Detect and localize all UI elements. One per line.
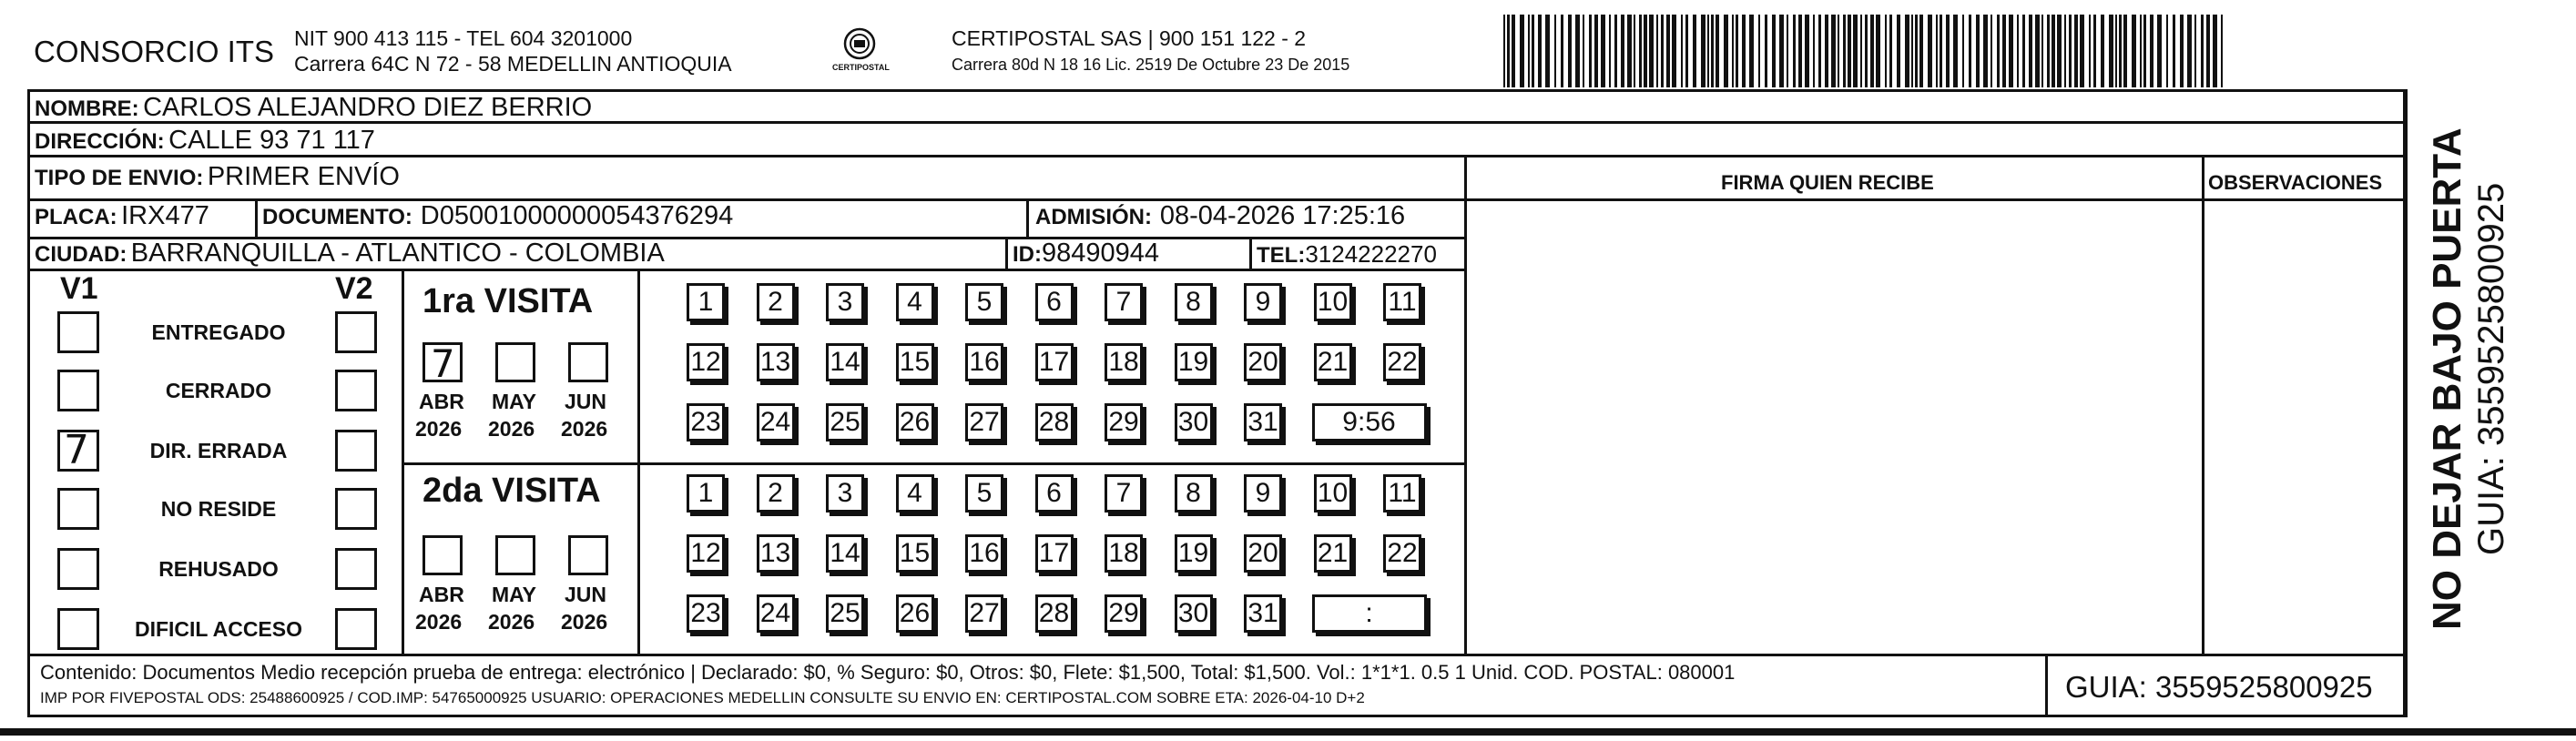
day-box[interactable]: 8: [1175, 474, 1213, 513]
day-box[interactable]: 24: [757, 594, 795, 633]
day-box[interactable]: 11: [1383, 283, 1421, 321]
year-label: 2026: [488, 417, 535, 441]
day-box[interactable]: 26: [896, 403, 934, 442]
day-box[interactable]: 2: [757, 474, 795, 513]
day-box[interactable]: 7: [1105, 474, 1143, 513]
time-box[interactable]: :: [1312, 594, 1427, 633]
status-label-item: DIFICIL ACCESO: [134, 617, 302, 641]
month-checkbox[interactable]: [568, 535, 608, 575]
day-box[interactable]: 6: [1035, 283, 1074, 321]
certipostal-company: CERTIPOSTAL SAS | 900 151 122 - 2: [952, 26, 1307, 50]
status-label-item: ENTREGADO: [151, 320, 286, 344]
month-checkbox[interactable]: [423, 341, 463, 386]
admision-label: ADMISIÓN:: [1035, 205, 1152, 229]
company-name: CONSORCIO ITS: [34, 35, 275, 68]
day-box[interactable]: 13: [757, 534, 795, 573]
month-label: MAY: [492, 583, 536, 606]
day-box[interactable]: 7: [1105, 283, 1143, 321]
side-guia: GUIA: 3559525800925: [2471, 182, 2511, 555]
documento-label: DOCUMENTO:: [262, 205, 412, 229]
day-box[interactable]: 13: [757, 343, 795, 381]
year-label: 2026: [488, 610, 535, 634]
v2-checkbox[interactable]: [335, 370, 377, 411]
day-box[interactable]: 26: [896, 594, 934, 633]
day-box[interactable]: 20: [1244, 343, 1282, 381]
day-box[interactable]: 27: [965, 594, 1003, 633]
status-label-item: CERRADO: [165, 379, 272, 402]
day-box[interactable]: 31: [1244, 403, 1282, 442]
no-dejar-bajo-puerta: NO DEJAR BAJO PUERTA: [2425, 127, 2469, 630]
placa-label: PLACA:: [35, 205, 117, 229]
v2-checkbox[interactable]: [335, 608, 377, 650]
nombre-label: NOMBRE:: [35, 96, 139, 121]
certipostal-logo: [814, 24, 905, 78]
v1-checkbox[interactable]: [57, 370, 99, 411]
v1-checkbox[interactable]: [57, 608, 99, 650]
tipo-value: PRIMER ENVÍO: [207, 162, 400, 191]
documento-value: D05001000000054376294: [420, 201, 734, 230]
v2-checkbox[interactable]: [335, 311, 377, 353]
day-box[interactable]: 10: [1314, 283, 1352, 321]
day-box[interactable]: 8: [1175, 283, 1213, 321]
direccion-value: CALLE 93 71 117: [168, 126, 375, 155]
day-box[interactable]: 28: [1035, 403, 1074, 442]
day-box[interactable]: 29: [1105, 594, 1143, 633]
day-box[interactable]: 1: [687, 283, 725, 321]
month-checkbox[interactable]: [495, 535, 535, 575]
day-box[interactable]: 18: [1105, 343, 1143, 381]
day-box[interactable]: 31: [1244, 594, 1282, 633]
visit1-title: 1ra VISITA: [423, 282, 594, 320]
ciudad-label: CIUDAD:: [35, 242, 127, 267]
day-box[interactable]: 9: [1244, 283, 1282, 321]
day-box[interactable]: 25: [826, 594, 864, 633]
day-box[interactable]: 5: [965, 474, 1003, 513]
day-box[interactable]: 11: [1383, 474, 1421, 513]
day-box[interactable]: 27: [965, 403, 1003, 442]
logo-text: CERTIPOSTAL: [832, 63, 890, 72]
day-box[interactable]: 22: [1383, 534, 1421, 573]
day-box[interactable]: 22: [1383, 343, 1421, 381]
id-value: 98490944: [1042, 239, 1160, 268]
day-box[interactable]: 3: [826, 283, 864, 321]
day-box[interactable]: 3: [826, 474, 864, 513]
day-box[interactable]: 24: [757, 403, 795, 442]
tipo-label: TIPO DE ENVIO:: [35, 166, 204, 190]
admision-value: 08-04-2026 17:25:16: [1159, 201, 1406, 230]
v2-checkbox[interactable]: [335, 548, 377, 590]
year-label: 2026: [415, 610, 463, 634]
handwritten-mark: 7: [431, 341, 455, 386]
ciudad-value: BARRANQUILLA - ATLANTICO - COLOMBIA: [130, 239, 665, 268]
firma-header: FIRMA QUIEN RECIBE: [1721, 171, 1934, 194]
v2-checkbox[interactable]: [335, 488, 377, 530]
year-label: 2026: [561, 610, 608, 634]
nombre-value: CARLOS ALEJANDRO DIEZ BERRIO: [143, 93, 593, 122]
month-label: JUN: [565, 390, 607, 413]
day-box[interactable]: 28: [1035, 594, 1074, 633]
footer-line1: Contenido: Documentos Medio recepción prueba de entrega: electrónico | Declarado: $0, % Seguro: $0, Otros: $0, Flete: $1,500, Total: $1,500. Vol.: 1*1*1. 0.5 1 Unid. COD. POSTAL: 080001: [40, 661, 1736, 684]
day-box[interactable]: 29: [1105, 403, 1143, 442]
day-box[interactable]: 18: [1105, 534, 1143, 573]
day-box[interactable]: 4: [896, 474, 934, 513]
visit2-title: 2da VISITA: [423, 472, 601, 510]
v1-checkbox[interactable]: [57, 548, 99, 590]
footer-guia: GUIA: 3559525800925: [2065, 670, 2373, 704]
day-box[interactable]: 30: [1175, 403, 1213, 442]
day-box[interactable]: 12: [687, 343, 725, 381]
month-checkbox[interactable]: [423, 535, 463, 575]
day-box[interactable]: 14: [826, 534, 864, 573]
v2-label: V2: [335, 271, 373, 306]
direccion-label: DIRECCIÓN:: [35, 129, 165, 154]
day-box[interactable]: 25: [826, 403, 864, 442]
bottom-thick-line: [0, 728, 2576, 736]
day-box[interactable]: 15: [896, 343, 934, 381]
day-box[interactable]: 17: [1035, 343, 1074, 381]
day-box[interactable]: 20: [1244, 534, 1282, 573]
year-label: 2026: [415, 417, 463, 441]
barcode: [1503, 15, 2227, 87]
month-label: JUN: [565, 583, 607, 606]
tel-label: TEL:: [1257, 243, 1306, 268]
day-box[interactable]: 30: [1175, 594, 1213, 633]
v1-checkbox[interactable]: [57, 488, 99, 530]
month-checkbox[interactable]: [568, 342, 608, 382]
certipostal-address: Carrera 80d N 18 16 Lic. 2519 De Octubre 23 De 2015: [952, 56, 1350, 74]
day-box[interactable]: 6: [1035, 474, 1074, 513]
day-box[interactable]: 17: [1035, 534, 1074, 573]
footer-line2: IMP POR FIVEPOSTAL ODS: 25488600925 / COD.IMP: 54765000925 USUARIO: OPERACIONES MEDELLIN CONSULTE SU ENVIO EN: CERTIPOSTAL.COM SOBRE ETA: 2026-04-10 D+2: [40, 689, 1365, 706]
day-box[interactable]: 21: [1314, 343, 1352, 381]
day-box[interactable]: 1: [687, 474, 725, 513]
month-label: MAY: [492, 390, 536, 413]
observaciones-header: OBSERVACIONES: [2208, 171, 2383, 194]
day-box[interactable]: 23: [687, 594, 725, 633]
day-box[interactable]: 16: [965, 343, 1003, 381]
v2-checkbox[interactable]: [335, 430, 377, 472]
id-label: ID:: [1013, 242, 1042, 267]
v1-label: V1: [60, 271, 98, 306]
month-label: ABR: [419, 390, 464, 413]
tel-value: 3124222270: [1305, 240, 1437, 268]
company-address: Carrera 64C N 72 - 58 MEDELLIN ANTIOQUIA: [294, 52, 732, 76]
placa-value: IRX477: [121, 201, 209, 230]
day-box[interactable]: 2: [757, 283, 795, 321]
day-box[interactable]: 5: [965, 283, 1003, 321]
day-box[interactable]: 12: [687, 534, 725, 573]
day-box[interactable]: 23: [687, 403, 725, 442]
status-label-item: REHUSADO: [158, 557, 279, 581]
day-box[interactable]: 15: [896, 534, 934, 573]
status-label-item: NO RESIDE: [160, 497, 277, 521]
company-nit: NIT 900 413 115 - TEL 604 3201000: [294, 26, 633, 50]
status-label-item: DIR. ERRADA: [149, 439, 288, 462]
time-box[interactable]: 9:56: [1312, 403, 1427, 442]
handwritten-mark: 7: [64, 427, 89, 473]
month-checkbox[interactable]: [495, 342, 535, 382]
day-box[interactable]: 10: [1314, 474, 1352, 513]
day-box[interactable]: 9: [1244, 474, 1282, 513]
day-box[interactable]: 19: [1175, 534, 1213, 573]
day-box[interactable]: 4: [896, 283, 934, 321]
month-label: ABR: [419, 583, 464, 606]
day-box[interactable]: 16: [965, 534, 1003, 573]
year-label: 2026: [561, 417, 608, 441]
day-box[interactable]: 19: [1175, 343, 1213, 381]
v1-checkbox[interactable]: [57, 311, 99, 353]
day-box[interactable]: 14: [826, 343, 864, 381]
day-box[interactable]: 21: [1314, 534, 1352, 573]
v1-checkbox[interactable]: [57, 427, 99, 473]
